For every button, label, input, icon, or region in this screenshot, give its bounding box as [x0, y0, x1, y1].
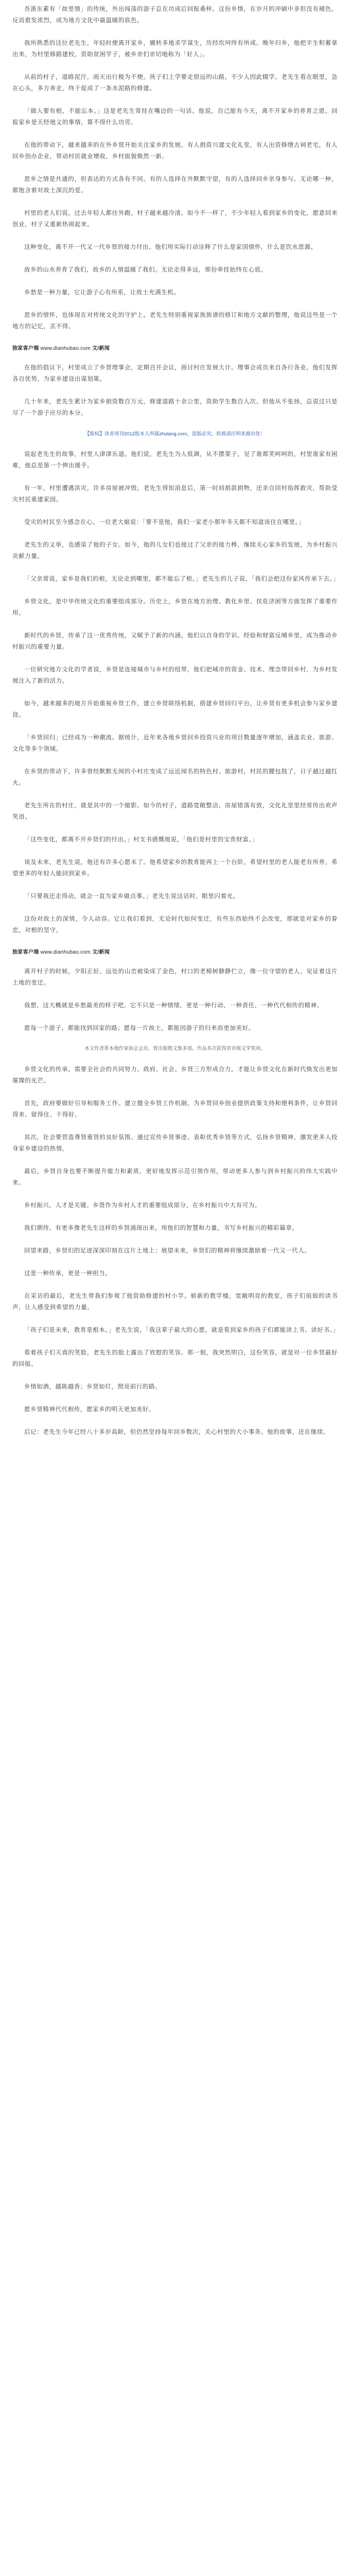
paragraph: 老先生所在的村庄，就是其中的一个缩影。如今的村子，道路宽敞整洁，房屋错落有致，文化礼堂里经常传出欢声笑语。	[12, 802, 338, 820]
paragraph: 乡情如酒，越陈越香；乡贤如灯，照亮前行的路。	[24, 1383, 162, 1390]
paragraph: 这种变化，离不开一代又一代乡贤的接力付出。他们用实际行动诠释了什么是家国情怀，什么是饮水思源。	[24, 243, 317, 250]
paragraph: 看着孩子们天真的笑脸，老先生的脸上露出了欣慰的笑容。那一刻，我突然明白，这份笑容，就是对一位乡贤最好的回报。	[12, 1349, 338, 1367]
article-block-2	[0, 354, 350, 418]
paragraph: 其次，社会要营造尊贤重贤的良好氛围。通过宣传乡贤事迹、表彰优秀乡贤等方式，弘扬乡贤精神，激发更多人投身家乡建设的热情。	[12, 1133, 338, 1152]
paragraph: 「孩子们是未来，教育是根本。」老先生说，「我这辈子最大的心愿，就是看到家乡的孩子们都能读上书、读好书。」	[24, 1326, 339, 1333]
paragraph: 乡愁是一种力量，它让游子心有所系，让故土充满生机。	[24, 289, 180, 296]
source-name: 独家客户端	[12, 346, 39, 351]
paragraph: 「做人要有根，不能忘本。」这是老先生常挂在嘴边的一句话。他说，自己能有今天，离不开家乡的养育之恩，回报家乡是天经地义的事情，算不得什么功劳。	[12, 107, 338, 126]
paragraph: 愿每一个游子，都能找到回家的路；愿每一片故土，都能因游子的归来而更加美好。	[24, 1024, 255, 1031]
source-bar	[0, 947, 350, 958]
paragraph: 「父亲常说，家乡是我们的根，无论走到哪里，都不能忘了根。」老先生的儿子说，「我们会把这份家风传承下去。」	[24, 575, 339, 582]
paragraph: 最后，乡贤自身也要不断提升能力和素质，更好地发挥示范引领作用，带动更多人参与到乡村振兴的伟大实践中来。	[12, 1167, 338, 1186]
copyright-notice[interactable]: 【版权】读者周刊2012版本人所属zhulang.com，盗版必究，转载请注明来源出处！	[84, 431, 266, 437]
paragraph: 这是一种传承，更是一种担当。	[24, 1269, 112, 1277]
paragraph: 在乡贤的带动下，许多曾经默默无闻的小村庄变成了远近闻名的特色村、旅游村，村民的腰包鼓了，日子越过越红火。	[12, 768, 338, 786]
source-url[interactable]: www.dianhubao.com	[40, 950, 91, 955]
paragraph: 在他的倡议下，村里成立了乡贤理事会，定期召开会议，商讨村庄发展大计。理事会成员来自各行各业，他们发挥各自优势，为家乡建设出谋划策。	[12, 364, 338, 382]
paragraph: 几十年来，老先生累计为家乡捐资数百万元，修建道路十余公里，资助学生数百人次。但他从不张扬，总说这只是尽了一个游子应尽的本分。	[12, 398, 338, 416]
source-name: 独家客户端	[12, 950, 39, 955]
article-block-1	[0, 0, 350, 332]
author-note: 本文作者系本地作家协会会员，曾出版散文集多部。作品多次获得省市级文学奖项。	[84, 1046, 266, 1052]
paragraph: 有一年，村里遭遇洪灾，许多房屋被冲毁。老先生得知消息后，第一时间捐款捐物，还亲自回村指挥救灾，帮助受灾村民重建家园。	[12, 484, 338, 503]
paragraph: 说起老先生的故事，村里人津津乐道。他们说，老先生为人低调，从不摆架子，见了谁都笑呵呵的，村里谁家有困难，他总是第一个伸出援手。	[12, 450, 338, 469]
source-url[interactable]: www.dianhubao.com	[40, 346, 91, 351]
article-block-4	[0, 958, 350, 1033]
paragraph: 「只要我还走得动，就会一直为家乡做点事。」老先生说这话时，眼里闪着光。	[24, 892, 239, 900]
source-mark: 文/新闻	[92, 346, 110, 351]
paragraph: 从前的村子，道路泥泞，雨天出行极为不便。孩子们上学要走很远的山路，不少人因此辍学。老先生看在眼里，急在心头，多方奔走，终于促成了一条水泥路的修建。	[12, 73, 338, 92]
paragraph: 如今，越来越多的地方开始重视乡贤工作，建立乡贤联络机制，搭建乡贤回归平台，让乡贤有更多机会参与家乡建设。	[12, 700, 338, 718]
paragraph: 村里的老人们说，过去年轻人都往外跑，村子越来越冷清。如今不一样了，不少年轻人看到家乡的变化，愿意回来创业，村子又重新热闹起来。	[12, 209, 338, 228]
paragraph: 这份对故土的深情，令人动容。它让我们看到，无论时代如何变迁，有些东西始终不会改变，那就是对家乡的眷恋，对根的坚守。	[12, 915, 338, 934]
paragraph: 我所熟悉的这位老先生，年轻时便离开家乡，辗转多地求学谋生，历经坎坷终有所成。晚年归乡，他把半生积蓄拿出来，为村里修路建校，资助贫困学子，被乡亲们亲切地称为「好人」。	[12, 39, 338, 58]
paragraph: 后记：老先生今年已经八十多岁高龄，但仍然坚持每年回乡数次，关心村里的大小事务。他的故事，还在继续。	[24, 1428, 329, 1435]
paragraph: 老先生的义举，也感染了他的子女。如今，他的儿女们也接过了父亲的接力棒，继续关心家乡的发展，为乡村振兴贡献力量。	[12, 541, 338, 560]
paragraph: 新时代的乡贤，传承了这一优秀传统，又赋予了新的内涵。他们以自身的学识、经验和财富反哺乡里，成为推动乡村振兴的重要力量。	[12, 632, 338, 650]
paragraph: 离开村子的时候，夕阳正好。远处的山峦被染成了金色，村口的老樟树静静伫立，像一位守望的老人，见证着这片土地的变迁。	[12, 968, 338, 986]
paragraph: 在采访的最后，老先生带我们参观了他资助修建的村小学。崭新的教学楼，宽敞明亮的教室，孩子们琅琅的读书声，让人感受到希望的力量。	[12, 1292, 338, 1311]
paragraph: 故乡的山水养育了我们，故乡的人情温暖了我们。无论走得多远，那份牵挂始终在心底。	[24, 266, 267, 273]
paragraph: 愿乡贤精神代代相传，愿家乡的明天更加美好。	[24, 1405, 155, 1413]
paragraph: 一位研究地方文化的学者说，乡贤是连接城市与乡村的纽带，他们把城市的资金、技术、理念带回乡村，为乡村发展注入了新的活力。	[12, 666, 338, 684]
paragraph: 我们期待，有更多像老先生这样的乡贤涌现出来，用他们的智慧和力量，书写乡村振兴的精彩篇章。	[24, 1224, 299, 1231]
source-bar	[0, 343, 350, 354]
paragraph: 吾浙东素有「故里情」的传统，外出闯荡的游子总在功成后回报桑梓。这份乡情，在岁月的冲刷中非但没有褪色，反而愈发浓烈，成为地方文化中最温暖的底色。	[12, 5, 338, 24]
article-block-3	[0, 448, 350, 936]
paragraph: 思乡之情是共通的，但表达的方式各有不同。有的人选择在外默默守望，有的人选择回乡亲身参与。无论哪一种，都饱含着对故土深沉的爱。	[12, 175, 338, 194]
paragraph: 谈及未来，老先生说，他还有许多心愿未了。他希望家乡的教育能再上一个台阶，希望村里的老人能老有所养，希望更多的年轻人能回到家乡。	[12, 858, 338, 877]
paragraph: 我想，这大概就是乡愁最美的样子吧。它不只是一种情绪，更是一种行动，一种责任，一种代代相传的精神。	[24, 1002, 323, 1009]
source-mark: 文/新闻	[92, 950, 110, 955]
paragraph: 乡贤文化，是中华传统文化的重要组成部分。历史上，乡贤在地方治理、教化乡里、扶危济困等方面发挥了重要作用。	[12, 598, 338, 616]
paragraph: 在他的带动下，越来越多的在外乡贤开始关注家乡的发展。有人捐资兴建文化礼堂，有人出资修缮古祠老宅，有人回乡创办企业，带动村民就业增收，乡村面貌焕然一新。	[12, 141, 338, 160]
paragraph: 首先，政府要做好引导和服务工作。建立健全乡贤工作机制，为乡贤回乡创业提供政策支持和便利条件，让乡贤回得来、留得住、干得好。	[12, 1099, 338, 1118]
paragraph: 回望来路，乡贤们的足迹深深印刻在这片土地上；展望未来，乡贤们的精神将继续激励着一代又一代人。	[24, 1247, 311, 1254]
paragraph: 思乡的情怀，也体现在对传统文化的守护上。老先生特别重视家族族谱的修订和地方文献的整理，他说这些是一个地方的记忆，丢不得。	[12, 311, 338, 330]
paragraph: 乡贤文化的传承，需要全社会的共同努力。政府、社会、乡贤三方形成合力，才能让乡贤文化在新时代焕发出更加璀璨的光芒。	[12, 1065, 338, 1084]
article-block-5	[0, 1063, 350, 1437]
paragraph: 「这些变化，都离不开乡贤们的付出。」村支书感慨地说，「他们是村里的宝贵财富。」	[24, 836, 258, 843]
paragraph: 受灾的村民至今感念在心。一位老大娘说：「要不是他，我们一家老小那年冬天都不知道该住在哪里。」	[24, 518, 305, 526]
paragraph: 「乡贤回归」已经成为一种潮流。据统计，近年来各地乡贤回乡投资兴业的项目数量逐年增加，涵盖农业、旅游、文化等多个领域。	[12, 734, 338, 752]
paragraph: 乡村振兴，人才是关键。乡贤作为乡村人才的重要组成部分，在乡村振兴中大有可为。	[24, 1201, 261, 1209]
